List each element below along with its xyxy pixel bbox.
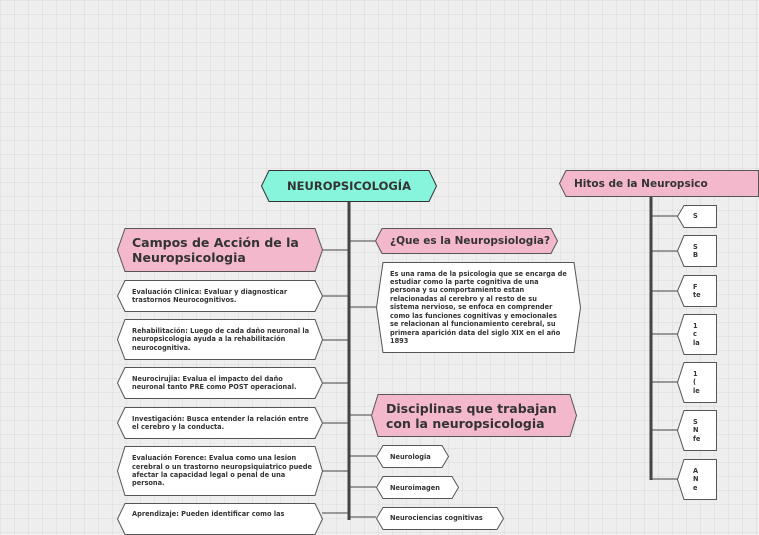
hitos-line: N [693, 475, 699, 484]
campos-item-text: Investigación: Busca entender la relación entre el cerebro y la conducta. [132, 414, 309, 431]
hitos-title: Hitos de la Neuropsico [574, 177, 708, 190]
hitos-item[interactable] [677, 459, 717, 500]
campos-item[interactable] [117, 367, 323, 399]
disciplina-item[interactable] [376, 476, 459, 499]
hitos-line: 1 [693, 321, 698, 330]
disciplina-item[interactable] [376, 445, 449, 468]
hitos-item[interactable] [677, 362, 717, 403]
campos-item-text: Evaluación Forence: Evalua como una lesion cerebral o un trastorno neuropsiquiatrico puede afectar la capacidad legal o penal de una persona. [132, 454, 312, 488]
hitos-item-text [677, 283, 701, 300]
disciplinas-title: Disciplinas que trabajan con la neuropsicologia [386, 400, 557, 431]
hitos-line: S [693, 212, 698, 221]
campos-item-text: Neurocirujia: Evalua el impacto del daño neuronal tanto PRE como POST operacional. [132, 374, 297, 391]
disciplina-label: Neurologia [390, 452, 431, 461]
hitos-item[interactable] [677, 275, 717, 307]
que-es-topic-node[interactable] [375, 228, 558, 254]
campos-item[interactable] [117, 446, 323, 496]
root-label: NEUROPSICOLOGÍA [287, 179, 411, 193]
campos-item[interactable] [117, 503, 323, 535]
hitos-line: te [693, 291, 701, 299]
hitos-item-text [677, 467, 699, 492]
definition-text: Es una rama de la psicologia que se encarga de estudiar como la parte cognitiva de una persona y su comportamiento estan relacionadas al cerebro y al resto de su sistema nervioso, se enfoca en comprender como las funciones cognitivas y emocionales se relacionan al funcionamiento cerebral, su primera aparición data del siglo XIX en el año 1893 [390, 269, 567, 345]
campos-item-text: Evaluación Clinica: Evaluar y diagnosticar trastornos Neurocognitivos. [132, 287, 288, 304]
disciplina-label: Neurociencias cognitivas [390, 514, 483, 522]
hitos-line: ( [693, 378, 697, 387]
hitos-line: le [693, 386, 700, 395]
hitos-line: c [693, 330, 697, 339]
hitos-line: N [693, 426, 699, 435]
hitos-line: B [693, 251, 699, 259]
hitos-item-text [677, 370, 700, 395]
disciplina-label: Neuroimagen [390, 483, 440, 492]
campos-item-text: Rehabilitación: Luego de cada daño neuronal la neuropsicologia ayuda a la rehabilitación neurocognitiva. [132, 326, 310, 352]
hitos-item[interactable] [677, 314, 717, 355]
hitos-item[interactable] [677, 205, 717, 228]
hitos-line: e [693, 483, 698, 492]
hitos-item-text [677, 243, 698, 260]
hitos-line: fe [693, 434, 701, 443]
campos-item[interactable] [117, 407, 323, 439]
hitos-line: 1 [693, 369, 698, 378]
campos-item[interactable] [117, 319, 323, 360]
disciplina-item[interactable] [376, 507, 504, 530]
hitos-line: A [693, 466, 699, 475]
hitos-line: S [693, 417, 698, 426]
hitos-item-text [677, 322, 700, 347]
hitos-line: la [693, 338, 700, 347]
root-node[interactable] [261, 170, 437, 202]
hitos-item-text [677, 212, 698, 220]
hitos-item[interactable] [677, 235, 717, 267]
hitos-line: F [693, 282, 698, 291]
disciplinas-topic-node[interactable] [371, 394, 577, 437]
que-es-title: ¿Que es la Neuropsiologia? [390, 235, 551, 247]
campos-item[interactable] [117, 280, 323, 312]
definition-node[interactable] [376, 262, 581, 353]
hitos-line: S [693, 242, 698, 251]
hitos-topic-node[interactable] [559, 170, 759, 197]
hitos-item[interactable] [677, 410, 717, 451]
campos-topic-node[interactable] [117, 228, 323, 272]
campos-title: Campos de Acción de la Neuropsicologia [132, 235, 299, 265]
hitos-item-text [677, 418, 700, 443]
campos-item-text: Aprendizaje: Pueden identificar como las [132, 510, 285, 518]
